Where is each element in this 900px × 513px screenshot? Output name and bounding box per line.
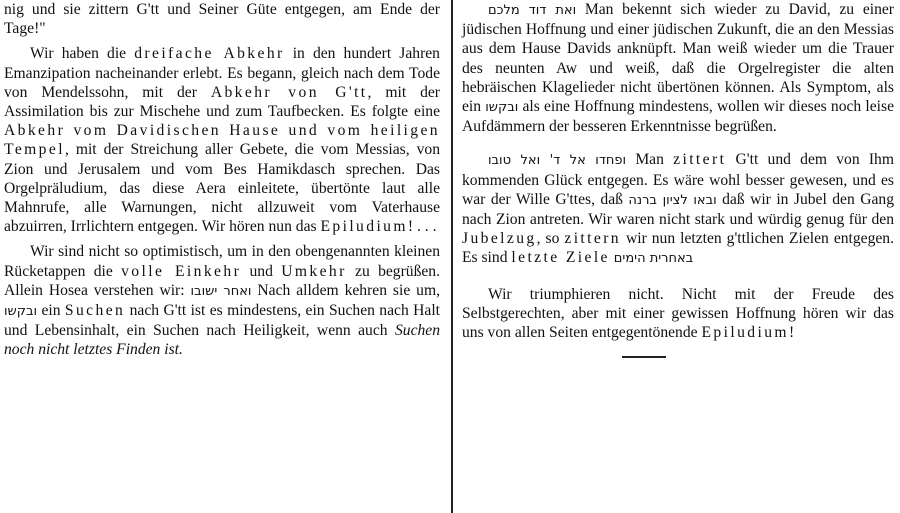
emphasis-letzte-ziele: letzte Ziele <box>511 249 610 267</box>
emphasis-zittern: zittern <box>564 230 622 248</box>
hebrew-quote-veachar-yashuvu: ואחר ישובו <box>190 283 252 299</box>
emphasis-epiludium: Epiludium <box>320 218 408 236</box>
right-column <box>462 0 894 358</box>
emphasis-epiludium-final: Epiludium <box>701 324 789 342</box>
paragraph-david: ואת דוד מלכם Man bekennt sich wieder zu David, zu einer jüdischen Hoffnung und einer jüdischen Zukunft, die an den Messias aus dem Hause Davids anknüpft. Man weiß wieder um die Trauer des neunten Aw und weiß, daß die Orgelregister die alten hebräischen Klagelieder nicht übertönen können. Als Symptom, als ein ובקשו als eine Hoffnung mindestens, wollen wir dieses noch leise Aufdämmern der besseren Erkenntnisse begrüßen. <box>462 1 894 136</box>
column-divider <box>451 0 453 513</box>
emphasis-abkehr-davidisch: Abkehr vom Davidischen Hause und vom heiligen Tempel <box>4 122 440 159</box>
article-end-rule <box>622 356 666 358</box>
hebrew-quote-uvikshu: ובקשו <box>4 304 38 320</box>
paragraph-zittern: ופחדו אל ד' ואל טובו Man zittert G'tt und dem von Ihm kommenden Glück entgegen. Es wäre wohl besser gewesen, und es war der Wille G'ttes, daß ובאו לציון ברנה daß wir in Jubel den Gang nach Zion antreten. Wir waren nicht stark und würdig genug für den Jubelzug, so zittern wir nun letzten g'ttlichen Zielen entgegen. Es sind letzte Ziele באחרית הימים <box>462 151 895 267</box>
emphasis-zittert: zittert <box>673 151 727 169</box>
hebrew-quote-beacharit-hayamim: באחרית הימים <box>613 251 694 267</box>
hebrew-quote-ufachadu: ופחדו אל ד' ואל טובו <box>488 153 627 169</box>
emphasis-jubelzug: Jubelzug <box>462 230 537 248</box>
emphasis-dreifache-abkehr: dreifache Abkehr <box>134 45 285 63</box>
hebrew-quote-uvau-letzion: ובאו לציון ברנה <box>628 192 717 208</box>
emphasis-umkehr: Umkehr <box>281 262 347 280</box>
emphasis-abkehr-von-gtt: Abkehr von G'tt <box>210 83 368 101</box>
paragraph-triumphieren: Wir triumphieren nicht. Nicht mit der Freude des Selbstgerechten, aber mit einer gewissen Hoffnung hören wir das uns von allen Seiten entgegentönende Epiludium! <box>462 285 894 342</box>
left-column <box>4 0 440 360</box>
paragraph-continuation: nig und sie zittern G'tt und Seiner Güte entgegen, am Ende der Tage!" <box>4 1 440 38</box>
name-mendelssohn: Mendelssohn <box>41 83 125 101</box>
paragraph-threefold-abkehr: Wir haben die dreifache Abkehr in den hundert Jahren Emanzipation nacheinander erlebt. Es begann, gleich nach dem Tode von Mendelssohn, mit der Abkehr von G'tt, mit der Assimilation bis zur Mischehe und zum Taufbecken. Es folgte eine Abkehr vom Davidischen Hause und vom heiligen Tempel, mit der Streichung aller Gebete, die vom Messias, von Zion und Jerusalem und vom Bes Hamikdasch sprechen. Das Orgelpräludium, das diese Aera einleitete, übertönte laut alle Mahnrufe, alle Warnungen, nicht allzuweit vom Vaterhause abzuirren, Irrlichtern entgegen. Wir hören nun das Epiludium! . . . <box>4 45 440 236</box>
emphasis-letztes-finden: Suchen noch nicht letztes Finden ist. <box>4 322 440 359</box>
emphasis-suchen: Suchen <box>64 302 126 320</box>
hebrew-quote-uvikshu-2: ובקשו <box>485 100 519 116</box>
hebrew-quote-veet-david: ואת דוד מלכם <box>488 3 577 18</box>
paragraph-optimistisch: Wir sind nicht so optimistisch, um in den obengenannten kleinen Rücketappen die volle Einkehr und Umkehr zu begrüßen. Allein Hosea verstehen wir: ואחר ישובו Nach alldem kehren sie um, ובקשו ein Suchen nach G'tt ist es mindestens, ein Suchen nach Halt und Lebensinhalt, ein Suchen nach Heiligkeit, wenn auch Suchen noch nicht letztes Finden ist. <box>4 243 440 359</box>
emphasis-volle-einkehr: volle Einkehr <box>121 262 242 280</box>
